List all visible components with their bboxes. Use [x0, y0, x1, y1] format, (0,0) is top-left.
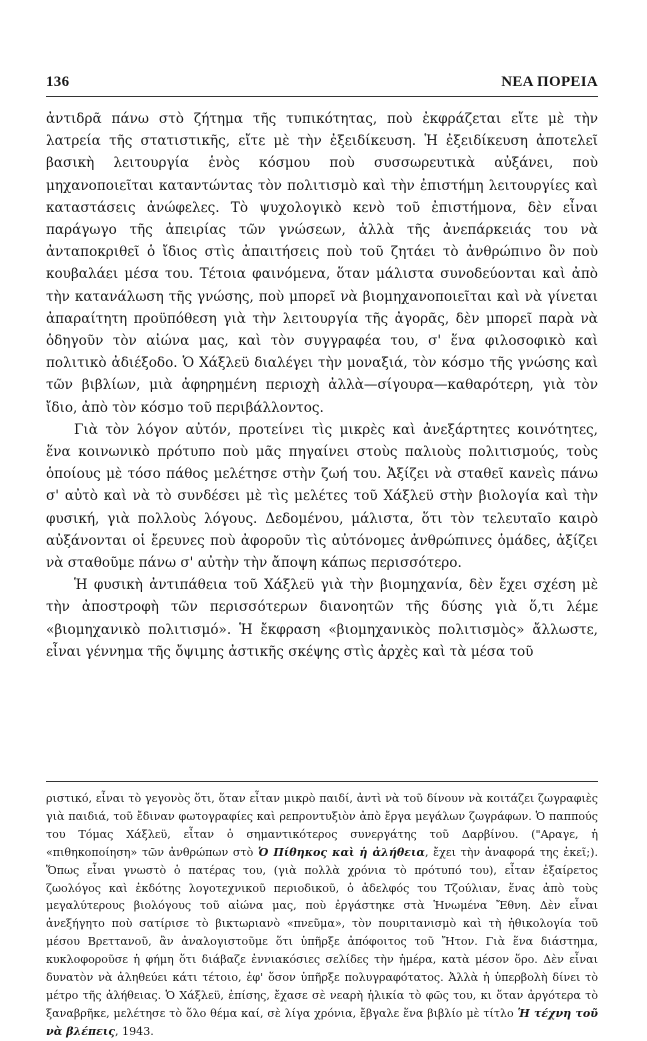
paragraph-3: Ἡ φυσικὴ ἀντιπάθεια τοῦ Χάξλεϋ γιὰ τὴν βιομηχανία, δὲν ἔχει σχέση μὲ τὴν ἀποστροφὴ τῶν περισσότερων διανοητῶν τῆς δύσης γιὰ ὅ,τι λέμε «βιομηχανικὸ πολιτισμό». Ἡ ἔκφραση «βιομηχανικὸς πολιτισμὸς» ἄλλωστε, εἶναι γέννημα τῆς ὄψιμης ἀστικῆς σκέψης στὶς ἀρχὲς καὶ τὰ μέσα τοῦ [46, 577, 598, 660]
footnote-text-2: , ἔχει τὴν ἀναφορά της ἐκεῖ;). Ὅπως εἶναι γνωστὸ ὁ πατέρας του, (γιὰ πολλὰ χρόνια τὸ πρότυπό του), εἶταν ἐξαίρετος ζωολόγος καὶ ἐκδότης λογοτεχνικοῦ περιοδικοῦ, ὁ ἀδελφός του Τζούλιαν, ἕνας ἀπὸ τοὺς μεγαλύτερους βιολόγους τοῦ αἰώνα μας, ποὺ ἐργάστηκε στὰ Ἡνωμένα Ἔθνη. Δὲν εἶναι ἀνεξήγητο ποὺ σατίρισε τὸ βικτωριανὸ «πνεῦμα», τὸν πουριτανισμὸ καὶ τὴ ἠθικολογία τοῦ μέσου Βρεττανοῦ, ἂν ἀναλογιστοῦμε ὅτι ὑπῆρξε ἀπόφοιτος τοῦ Ἤτον. Γιὰ ἕνα διάστημα, κυκλοφοροῦσε ἡ φήμη ὅτι διάβαζε ἐννιακόσιες σελίδες τὴν ἡμέρα, κατὰ μέσον ὅρο. Δὲν εἶναι δυνατὸν νὰ ἀληθεύει κάτι τέτοιο, ἐφ' ὅσον ὑπῆρξε πολυγραφότατος. Ἀλλὰ ἡ ὑπερβολὴ δίνει τὸ μέτρο τῆς ἀλήθειας. Ὁ Χάξλεϋ, ἐπίσης, ἔχασε σὲ νεαρὴ ἡλικία τὸ φῶς του, κι ὅταν ἀργότερα τὸ ξαναβρῆκε, μελέτησε τὸ ὅλο θέμα καί, σὲ λίγα χρόνια, ἔβγαλε ἕνα βιβλίο μὲ τίτλο [46, 845, 598, 1020]
page-header [46, 74, 598, 91]
footnote-paragraph [46, 790, 598, 1041]
header-rule [46, 96, 598, 97]
paragraph-2: Γιὰ τὸν λόγον αὐτόν, προτείνει τὶς μικρὲς καὶ ἀνεξάρτητες κοινότητες, ἕνα κοινωνικὸ πρότυπο ποὺ μᾶς πηγαίνει στοὺς παλιοὺς πολιτισμούς, τοὺς ὁποίους μὲ τόσο πάθος μελέτησε στὴν ζωή του. Ἀξίζει νὰ σταθεῖ κανεὶς πάνω σ' αὐτὸ καὶ νὰ τὸ συνδέσει μὲ τὶς μελέτες τοῦ Χάξλεϋ στὴν βιολογία καὶ τὴν φυσική, γιὰ πολλοὺς λόγους. Δεδομένου, μάλιστα, ὅτι τὸν τελευταῖο καιρὸ αὐξάνονται οἱ ἔρευνες ποὺ ἀφοροῦν τὶς αὐτόνομες ἀνθρώπινες ὁμάδες, ἀξίζει νὰ σταθοῦμε πάνω σ' αὐτὴν τὴν ἄποψη κάπως περισσότερο. [46, 421, 598, 572]
footnote-book-title-2: Ἡ τέχνη τοῦ νὰ βλέπεις [46, 1006, 598, 1038]
footnote-rule [46, 781, 598, 782]
running-title: ΝΕΑ ΠΟΡΕΙΑ [501, 74, 598, 90]
paragraph-1: ἀντιδρᾶ πάνω στὸ ζήτημα τῆς τυπικότητας, ποὺ ἐκφράζεται εἴτε μὲ τὴν λατρεία τῆς στατιστικῆς, εἴτε μὲ τὴν ἐξειδίκευση. Ἡ ἐξειδίκευση ἀποτελεῖ βασικὴ λειτουργία ἑνὸς κόσμου ποὺ συσσωρευτικὰ αὐξάνει, ποὺ μηχανοποιεῖται καταντώντας τὸν πολιτισμὸ καὶ τὴν ἐπιστήμη λειτουργίες καὶ καταστάσεις ἀνώφελες. Τὸ ψυχολογικὸ κενὸ τοῦ ἐπιστήμονα, δὲν εἶναι παράγωγο τῆς ἀπειρίας τῶν γνώσεων, ἀλλὰ τῆς ἀνεπάρκειάς του νὰ ἀνταποκριθεῖ ὁ ἴδιος στὶς ἀπαιτήσεις ποὺ τοῦ ζητάει τὸ ἀνθρώπινο ὂν ποὺ κουβαλάει μέσα του. Τέτοια φαινόμενα, ὅταν μάλιστα συνοδεύονται καὶ ἀπὸ τὴν κατανάλωση τῆς γνώσης, ποὺ μπορεῖ νὰ βιομηχανοποιεῖται καὶ νὰ γίνεται ἀπαραίτητη προϋπόθεση γιὰ τὴν λειτουργία τῆς ἀγορᾶς, δὲν μπορεῖ παρὰ νὰ ὁδηγοῦν τὸν αἰώνα μας, καὶ τὸν συγγραφέα του, σ' ἕνα φιλοσοφικὸ καὶ πολιτικὸ ἀδιέξοδο. Ὁ Χάξλεϋ διαλέγει τὴν μοναξιά, τὸν κόσμο τῆς γνώσης καὶ τῶν βιβλίων, μιὰ ἀφηρημένη περιοχὴ ἀλλὰ—σίγουρα—καθαρότερη, γιὰ τὸν ἴδιο, ἀπὸ τὸν κόσμο τοῦ περιβάλλοντος. [46, 111, 598, 416]
footnote-text-1: ριστικό, εἶναι τὸ γεγονὸς ὅτι, ὅταν εἶταν μικρὸ παιδί, ἀντὶ νὰ τοῦ δίνουν νὰ κοιτάζει ζωγραφιὲς γιὰ παιδιά, τοῦ ἔδιναν φωτογραφίες καὶ ρεπροντυξιὸν ἀπὸ ἔργα μεγάλων ζωγράφων. Ὁ παππούς του Τόμας Χάξλεϋ, εἶταν ὁ σημαντικότερος συνεργάτης τοῦ Δαρβίνου. ("Αραγε, ἡ «πιθηκοποίηση» τῶν ἀνθρώπων στὸ [46, 792, 598, 859]
footnote-block [46, 790, 598, 1041]
page-number: 136 [46, 74, 70, 90]
main-text [46, 108, 598, 663]
footnote-book-title-1: Ὁ Πίθηκος καὶ ἡ ἀλήθεια [257, 845, 425, 859]
footnote-text-3: , 1943. [114, 1024, 154, 1038]
